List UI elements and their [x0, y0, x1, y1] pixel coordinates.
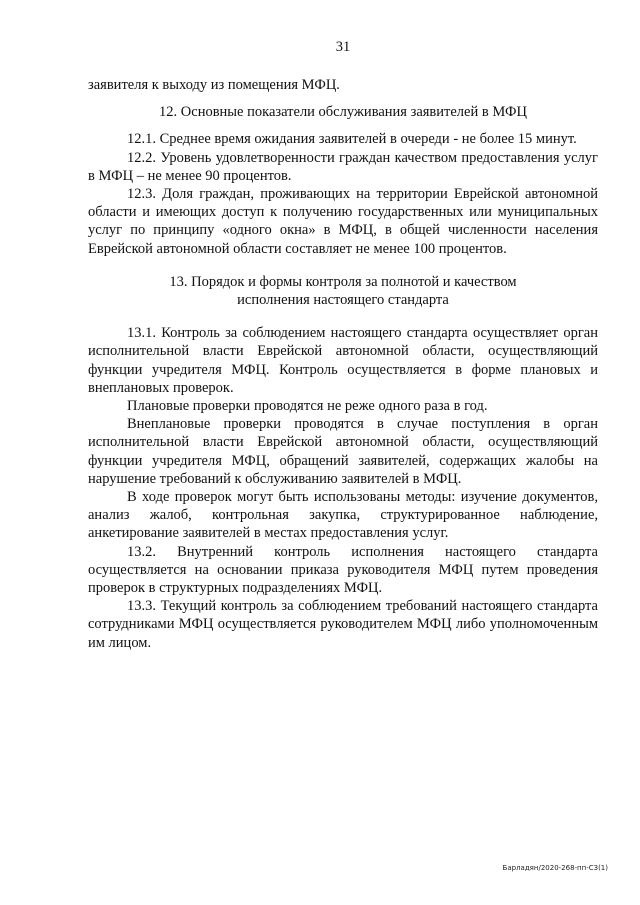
- paragraph-13-1-methods: В ходе проверок могут быть использованы методы: изучение документов, анализ жалоб, контрольная закупка, структурированное наблюдение, анкетирование заявителей в местах предоставления услуг.: [88, 489, 598, 542]
- paragraph-12-2: 12.2. Уровень удовлетворенности граждан качеством предоставления услуг в МФЦ – не менее 90 процентов.: [88, 149, 598, 184]
- paragraph-13-3: 13.3. Текущий контроль за соблюдением требований настоящего стандарта сотрудниками МФЦ осуществляется руководителем МФЦ либо уполномоченным им лицом.: [88, 598, 598, 651]
- paragraph-13-2: 13.2. Внутренний контроль исполнения настоящего стандарта осуществляется на основании приказа руководителя МФЦ путем проведения проверок в структурных подразделениях МФЦ.: [88, 543, 598, 597]
- document-reference: Барладян/2020-268-пп-С3(1): [502, 864, 608, 872]
- section-12-heading: 12. Основные показатели обслуживания заявителей в МФЦ: [159, 104, 527, 121]
- paragraph-12-1: 12.1. Среднее время ожидания заявителей в очереди - не более 15 минут.: [127, 131, 577, 148]
- paragraph-13-1: 13.1. Контроль за соблюдением настоящего стандарта осуществляет орган исполнительной власти Еврейской автономной области, осуществляющий функции учредителя МФЦ. Контроль осуществляется в форме плановых и внеплановых проверок.: [88, 325, 598, 396]
- paragraph-13-1-planned: Плановые проверки проводятся не реже одного раза в год.: [127, 398, 488, 415]
- paragraph-12-3: 12.3. Доля граждан, проживающих на территории Еврейской автономной области и имеющих доступ к получению государственных или муниципальных услуг по принципу «одного окна» в МФЦ, в общей численности населения Еврейской автономной области составляет не менее 100 процентов.: [88, 186, 598, 257]
- document-body: [88, 76, 598, 652]
- paragraph-13-1-unplanned: Внеплановые проверки проводятся в случае поступления в орган исполнительной власти Еврейской автономной области, осуществляющий функции учредителя МФЦ, обращений заявителей, содержащих жалобы на нарушение требований к обслуживанию заявителей в МФЦ.: [88, 416, 598, 487]
- section-13-heading-line1: 13. Порядок и формы контроля за полнотой и качеством: [169, 273, 517, 290]
- section-13-heading-line2: исполнения настоящего стандарта: [237, 292, 449, 309]
- continuation-line: заявителя к выходу из помещения МФЦ.: [88, 77, 340, 93]
- page-number: 31: [335, 39, 351, 55]
